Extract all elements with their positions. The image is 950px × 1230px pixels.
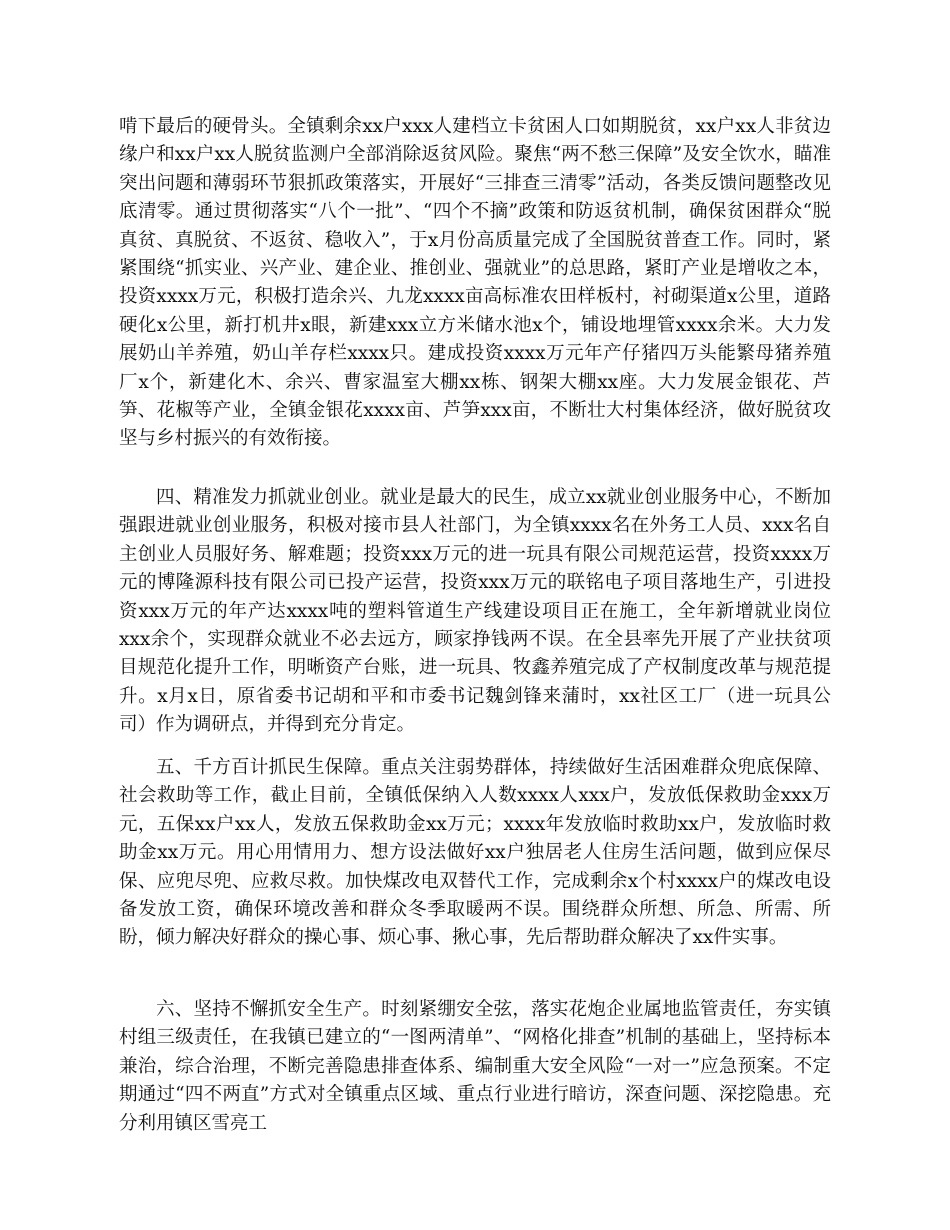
paragraph-poverty-alleviation: 啃下最后的硬骨头。全镇剩余xx户xxx人建档立卡贫困人口如期脱贫，xx户xx人非贫边缘户和xx户xx人脱贫监测户全部消除返贫风险。聚焦“两不愁三保障”及安全饮水，瞄准突出问题和薄弱环节狠抓政策落实，开展好“三排查三清零”活动，各类反馈问题整改见底清零。通过贯彻落实“八个一批”、“四个不摘”政策和防返贫机制，确保贫困群众“脱真贫、真脱贫、不返贫、稳收入”，于x月份高质量完成了全国脱贫普查工作。同时，紧紧围绕“抓实业、兴产业、建企业、推创业、强就业”的总思路，紧盯产业是增收之本，投资xxxx万元，积极打造余兴、九龙xxxx亩高标准农田样板村，衬砌渠道x公里，道路硬化x公里，新打机井x眼，新建xxx立方米储水池x个，铺设地埋管xxxx余米。大力发展奶山羊养殖，奶山羊存栏xxxx只。建成投资xxxx万元年产仔猪四万头能繁母猪养殖厂x个，新建化木、余兴、曹家温室大棚xx栋、钢架大棚xx座。大力发展金银花、芦笋、花椒等产业，全镇金银花xxxx亩、芦笋xxx亩，不断壮大村集体经济，做好脱贫攻坚与乡村振兴的有效衔接。	[119, 116, 831, 450]
paragraph-livelihood: 五、千方百计抓民生保障。重点关注弱势群体，持续做好生活困难群众兜底保障、社会救助等工作，截止目前，全镇低保纳入人数xxxx人xxx户，发放低保救助金xxx万元，五保xx户xx人，发放五保救助金xx万元；xxxx年发放临时救助xx户，发放临时救助金xx万元。用心用情用力、想方设法做好xx户独居老人住房生活问题，做到应保尽保、应兜尽兜、应救尽救。加快煤改电双替代工作，完成剩余x个村xxxx户的煤改电设备发放工资，确保环境改善和群众冬季取暖两不误。围绕群众所想、所急、所需、所盼，倾力解决好群众的操心事、烦心事、揪心事，先后帮助群众解决了xx件实事。	[119, 757, 831, 949]
paragraph-safety: 六、坚持不懈抓安全生产。时刻紧绷安全弦，落实花炮企业属地监管责任，夯实镇村组三级责任，在我镇已建立的“一图两清单”、“网格化排查”机制的基础上，坚持标本兼治，综合治理，不断完善隐患排查体系、编制重大安全风险“一对一”应急预案。不定期通过“四不两直”方式对全镇重点区域、重点行业进行暗访，深查问题、深挖隐患。充分利用镇区雪亮工	[119, 999, 831, 1134]
paragraph-employment: 四、精准发力抓就业创业。就业是最大的民生，成立xx就业创业服务中心，不断加强跟进就业创业服务，积极对接市县人社部门，为全镇xxxx名在外务工人员、xxx名自主创业人员服好务、解难题；投资xxx万元的进一玩具有限公司规范运营，投资xxxx万元的博隆源科技有限公司已投产运营，投资xxx万元的联铭电子项目落地生产，引进投资xxx万元的年产达xxxx吨的塑料管道生产线建设项目正在施工，全年新增就业岗位xxx余个，实现群众就业不必去远方，顾家挣钱两不误。在全县率先开展了产业扶贫项目规范化提升工作，明晰资产台账，进一玩具、牧鑫养殖完成了产权制度改革与规范提升。x月x日，原省委书记胡和平和市委书记魏剑锋来蒲时，xx社区工厂（进一玩具公司）作为调研点，并得到充分肯定。	[119, 487, 831, 736]
